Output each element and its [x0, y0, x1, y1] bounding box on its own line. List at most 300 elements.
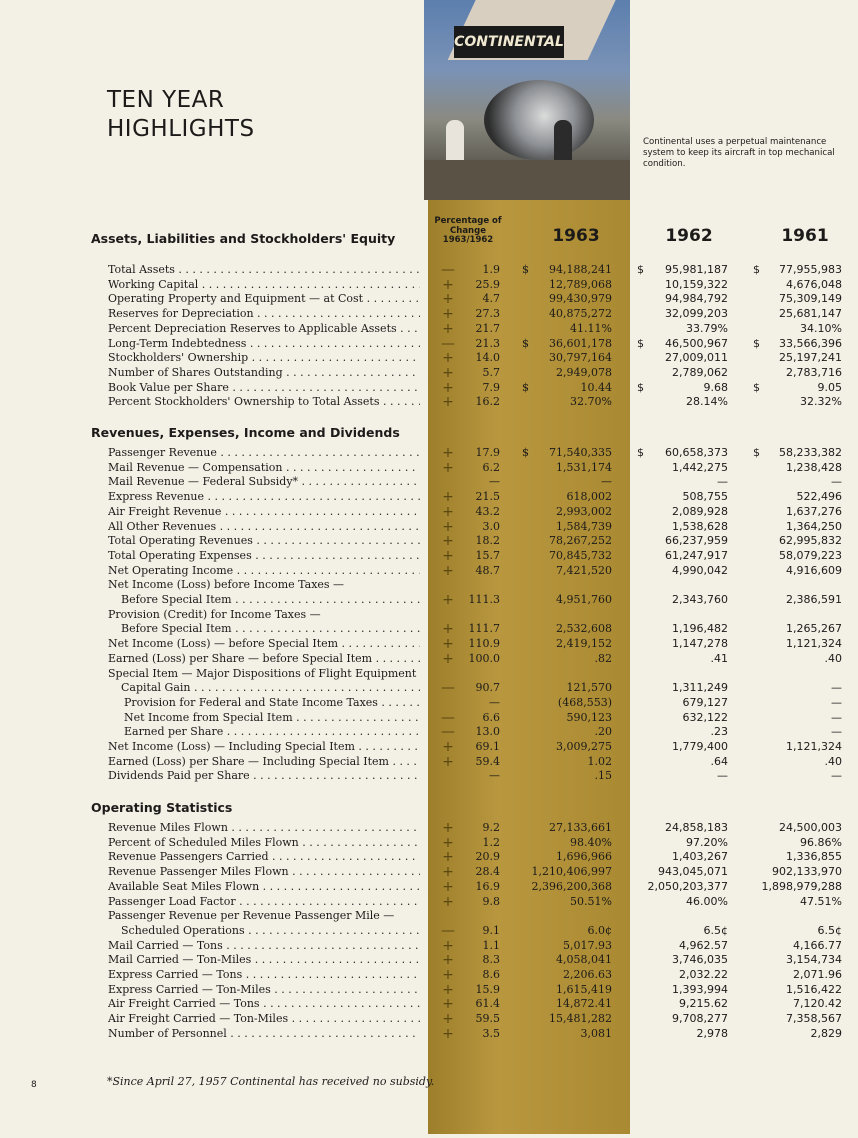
change-sign: +: [442, 533, 454, 550]
change-sign: +: [442, 1011, 454, 1028]
row-label: Working Capital . . .: [108, 278, 420, 293]
row-label: Air Freight Carried — Ton-Miles . . .: [108, 1012, 420, 1027]
value-1961: —: [831, 695, 842, 709]
table-row: [0, 983, 858, 998]
value-1962: 10,159,322: [665, 277, 728, 291]
row-label: Available Seat Miles Flown . . .: [108, 880, 420, 895]
table-row: [0, 939, 858, 954]
row-label: Earned (Loss) per Share — before Special Item . . .: [108, 652, 420, 667]
value-1962: 33.79%: [686, 321, 728, 335]
table-row: [0, 953, 858, 968]
photo-caption: Continental uses a perpetual maintenance system to keep its aircraft in top mechanical condition.: [643, 137, 835, 169]
row-label: Capital Gain . . .: [121, 681, 420, 696]
row-label: Total Operating Expenses . . .: [108, 549, 420, 564]
table-row: [0, 909, 858, 924]
row-label: Net Income (Loss) before Income Taxes —: [108, 578, 345, 592]
percent-change: 16.2: [475, 395, 500, 409]
value-1961: 47.51%: [800, 894, 842, 908]
value-1962: 2,089,928: [672, 504, 728, 518]
value-1962: 97.20%: [686, 835, 728, 849]
dollar-sign-1961: $: [753, 263, 760, 276]
change-sign: —: [441, 724, 455, 741]
change-sign: —: [441, 922, 455, 939]
row-label: Mail Revenue — Compensation . . .: [108, 461, 420, 476]
value-1963: 1,696,966: [556, 850, 612, 864]
value-1962: 60,658,373: [665, 446, 728, 459]
percent-change: 8.6: [482, 968, 500, 981]
percent-change: —: [489, 695, 500, 709]
value-1963: 2,396,200,368: [531, 879, 612, 893]
table-row: [0, 446, 858, 461]
percent-change: 15.7: [475, 548, 500, 562]
row-label: Express Carried — Tons . . .: [108, 968, 420, 983]
table-row: [0, 681, 858, 696]
percent-change: 1.9: [482, 263, 500, 276]
value-1963: 590,123: [566, 710, 612, 724]
change-sign: +: [442, 320, 454, 337]
value-1961: 1,238,428: [786, 460, 842, 474]
value-1961: 25,681,147: [779, 307, 842, 321]
change-sign: +: [442, 518, 454, 535]
table-row: [0, 1027, 858, 1042]
percent-change: 13.0: [475, 725, 500, 739]
value-1963: 3,081: [580, 1026, 612, 1040]
percent-change: 6.6: [482, 710, 500, 724]
value-1961: 58,079,223: [779, 548, 842, 562]
percent-change: 111.3: [468, 593, 500, 606]
value-1962: 24,858,183: [665, 821, 728, 834]
value-1963: 1,531,174: [556, 460, 612, 474]
percent-change: 21.5: [475, 490, 500, 504]
dollar-sign-1962: $: [637, 446, 644, 459]
change-sign: +: [442, 489, 454, 506]
percent-change: 59.4: [475, 754, 500, 768]
value-1961: 2,386,591: [786, 593, 842, 606]
jet-engine: [484, 80, 594, 160]
percent-change: 48.7: [475, 563, 500, 577]
row-label: Number of Shares Outstanding . . .: [108, 366, 420, 381]
value-1962: —: [717, 475, 728, 489]
value-1962: 9,708,277: [672, 1012, 728, 1026]
value-1962: .64: [710, 754, 728, 768]
value-1962: 46,500,967: [665, 336, 728, 350]
pct-header-line: 1963/1962: [442, 235, 494, 245]
percent-change: 5.7: [482, 365, 500, 379]
change-sign: +: [442, 739, 454, 755]
row-label: Revenue Miles Flown . . .: [108, 821, 420, 836]
aircraft-maintenance-photo: [424, 0, 630, 200]
table-row: [0, 836, 858, 851]
value-1963: 12,789,068: [549, 277, 612, 291]
percent-change: 28.4: [475, 865, 500, 879]
value-1963: .15: [594, 769, 612, 783]
aircraft-livery: CONTINENTAL: [454, 26, 564, 58]
change-sign: +: [442, 878, 454, 895]
percent-change: 43.2: [475, 504, 500, 518]
row-label: Before Special Item . . .: [121, 622, 420, 637]
value-1963: 2,419,152: [556, 637, 612, 651]
percent-change: 7.9: [482, 380, 500, 394]
value-1962: 9,215.62: [679, 997, 728, 1011]
row-label: Provision for Federal and State Income Taxes . . .: [124, 696, 420, 711]
change-sign: +: [442, 753, 454, 770]
value-1962: 6.5¢: [703, 923, 728, 937]
value-1962: 1,779,400: [672, 740, 728, 753]
page-title: [107, 86, 255, 144]
year-header-1963: 1963: [552, 226, 600, 246]
percent-change: 1.1: [482, 938, 500, 952]
dollar-sign-1962: $: [637, 336, 644, 350]
percent-change: 59.5: [475, 1012, 500, 1026]
value-1962: 4,962.57: [679, 938, 728, 952]
percent-change: 16.9: [475, 879, 500, 893]
row-label: Scheduled Operations . . .: [121, 924, 420, 939]
row-label: Percent Stockholders' Ownership to Total Assets . . .: [108, 395, 420, 410]
row-label: Net Income (Loss) — Including Special Item . . .: [108, 740, 420, 755]
table-row: [0, 725, 858, 740]
row-label: Number of Personnel . . .: [108, 1027, 420, 1042]
row-label: Mail Revenue — Federal Subsidy* . . .: [108, 475, 420, 490]
value-1962: 32,099,203: [665, 307, 728, 321]
table-row: [0, 307, 858, 322]
value-1962: 2,978: [696, 1026, 728, 1040]
value-1963: 2,206.63: [563, 968, 612, 981]
percent-change: 90.7: [475, 681, 500, 695]
table-row: [0, 322, 858, 337]
row-label: Stockholders' Ownership . . .: [108, 351, 420, 366]
value-1962: 632,122: [682, 710, 728, 724]
value-1963: (468,553): [557, 695, 612, 709]
value-1963: 1,584,739: [556, 519, 612, 533]
value-1963: .20: [594, 725, 612, 739]
value-1963: 121,570: [566, 681, 612, 695]
value-1963: 1.02: [587, 754, 612, 768]
value-1963: 94,188,241: [549, 263, 612, 276]
value-1963: 41.11%: [570, 321, 612, 335]
value-1961: 2,783,716: [786, 365, 842, 379]
value-1963: 10.44: [580, 380, 612, 394]
table-row: [0, 711, 858, 726]
row-label: Book Value per Share . . .: [108, 381, 420, 396]
value-1961: .40: [824, 651, 842, 665]
row-label: Total Assets . . .: [108, 263, 420, 278]
change-sign: +: [442, 650, 454, 667]
value-1961: —: [831, 710, 842, 724]
table-row: [0, 997, 858, 1012]
value-1961: 1,265,267: [786, 622, 842, 636]
table-row: [0, 278, 858, 293]
value-1961: 77,955,983: [779, 263, 842, 276]
value-1961: 33,566,396: [779, 336, 842, 350]
value-1962: —: [717, 769, 728, 783]
section-heading: Operating Statistics: [91, 800, 233, 815]
value-1961: 25,197,241: [779, 351, 842, 365]
value-1961: 24,500,003: [779, 821, 842, 834]
row-label: Mail Carried — Ton-Miles . . .: [108, 953, 420, 968]
value-1963: 3,009,275: [556, 740, 612, 753]
table-row: [0, 337, 858, 352]
percent-change: 9.1: [482, 923, 500, 937]
value-1961: —: [831, 769, 842, 783]
table-row: [0, 549, 858, 564]
dollar-sign-1963: $: [522, 263, 529, 276]
value-1962: 2,789,062: [672, 365, 728, 379]
value-1961: 1,121,324: [786, 740, 842, 753]
row-label: Passenger Revenue per Revenue Passenger Mile —: [108, 909, 395, 923]
value-1963: 70,845,732: [549, 548, 612, 562]
table-row: [0, 490, 858, 505]
table-row: [0, 821, 858, 836]
percent-change: 111.7: [468, 622, 500, 636]
table-row: [0, 578, 858, 593]
dollar-sign-1962: $: [637, 380, 644, 394]
percent-change: —: [489, 769, 500, 783]
dollar-sign-1962: $: [637, 263, 644, 276]
value-1961: 7,358,567: [786, 1012, 842, 1026]
change-sign: +: [442, 967, 454, 983]
value-1962: 46.00%: [686, 894, 728, 908]
dollar-sign-1963: $: [522, 446, 529, 459]
table-row: [0, 564, 858, 579]
pct-header-line: Change: [450, 225, 486, 236]
section-heading: Revenues, Expenses, Income and Dividends: [91, 425, 400, 440]
value-1963: 32.70%: [570, 395, 612, 409]
change-sign: +: [442, 562, 454, 579]
change-sign: +: [442, 621, 454, 638]
year-header-1961: 1961: [781, 226, 829, 246]
change-sign: +: [442, 350, 454, 367]
change-sign: +: [442, 592, 454, 608]
table-row: [0, 395, 858, 410]
row-label: Mail Carried — Tons . . .: [108, 939, 420, 954]
percent-change: 6.2: [482, 460, 500, 474]
percent-change: 21.7: [475, 321, 500, 335]
percent-change: 17.9: [475, 446, 500, 459]
row-label: Before Special Item . . .: [121, 593, 420, 608]
percent-change: 27.3: [475, 307, 500, 321]
change-sign: +: [442, 291, 454, 308]
row-label: Air Freight Carried — Tons . . .: [108, 997, 420, 1012]
value-1962: 2,050,203,377: [647, 879, 728, 893]
percent-change: 21.3: [475, 336, 500, 350]
percent-change: 3.5: [482, 1026, 500, 1040]
change-sign: +: [442, 996, 454, 1013]
value-1962: 2,032.22: [679, 968, 728, 981]
table-row: [0, 667, 858, 682]
change-sign: +: [442, 503, 454, 520]
change-sign: +: [442, 893, 454, 910]
value-1961: 522,496: [796, 490, 842, 504]
footnote: *Since April 27, 1957 Continental has received no subsidy.: [107, 1075, 435, 1088]
value-1962: 943,045,071: [658, 865, 728, 879]
value-1963: 15,481,282: [549, 1012, 612, 1026]
value-1963: 6.0¢: [587, 923, 612, 937]
row-label: Net Income from Special Item . . .: [124, 711, 420, 726]
row-label: Passenger Load Factor . . .: [108, 895, 420, 910]
table-row: [0, 263, 858, 278]
value-1963: .82: [594, 651, 612, 665]
value-1961: 6.5¢: [817, 923, 842, 937]
value-1963: 1,210,406,997: [531, 865, 612, 879]
value-1961: 1,516,422: [786, 982, 842, 996]
value-1963: 7,421,520: [556, 563, 612, 577]
percent-change: 20.9: [475, 850, 500, 864]
dollar-sign-1963: $: [522, 336, 529, 350]
percent-change: 69.1: [475, 740, 500, 753]
value-1963: 5,017.93: [563, 938, 612, 952]
change-sign: —: [441, 262, 455, 278]
table-row: [0, 850, 858, 865]
value-1963: 2,949,078: [556, 365, 612, 379]
change-sign: +: [442, 306, 454, 323]
value-1963: 618,002: [566, 490, 612, 504]
page-number: 8: [31, 1080, 37, 1090]
change-sign: +: [442, 364, 454, 381]
value-1962: 508,755: [682, 490, 728, 504]
change-sign: —: [441, 335, 455, 352]
value-1963: 99,430,979: [549, 292, 612, 306]
row-label: Provision (Credit) for Income Taxes —: [108, 607, 321, 621]
change-sign: +: [442, 547, 454, 564]
table-row: [0, 865, 858, 880]
change-sign: +: [442, 459, 454, 476]
change-sign: +: [442, 981, 454, 998]
value-1962: 3,746,035: [672, 953, 728, 967]
table-row: [0, 505, 858, 520]
row-label: Operating Property and Equipment — at Cost . . .: [108, 292, 420, 307]
value-1961: 62,995,832: [779, 534, 842, 548]
change-sign: —: [441, 709, 455, 726]
row-label: Revenue Passenger Miles Flown . . .: [108, 865, 420, 880]
percent-change: 4.7: [482, 292, 500, 306]
tarmac: [424, 160, 630, 200]
value-1961: 75,309,149: [779, 292, 842, 306]
value-1962: 28.14%: [686, 395, 728, 409]
value-1963: 36,601,178: [549, 336, 612, 350]
year-header-1962: 1962: [665, 226, 713, 246]
value-1961: 4,916,609: [786, 563, 842, 577]
value-1963: 4,951,760: [556, 593, 612, 606]
value-1962: 679,127: [682, 695, 728, 709]
percent-change: 8.3: [482, 953, 500, 967]
percent-change: 110.9: [468, 637, 500, 651]
value-1962: 2,343,760: [672, 593, 728, 606]
percent-change: 3.0: [482, 519, 500, 533]
value-1962: 9.68: [703, 380, 728, 394]
value-1962: 95,981,187: [665, 263, 728, 276]
value-1962: .23: [710, 725, 728, 739]
table-row: [0, 880, 858, 895]
value-1961: 3,154,734: [786, 953, 842, 967]
value-1962: 1,442,275: [672, 460, 728, 474]
value-1962: 1,311,249: [672, 681, 728, 695]
table-row: [0, 924, 858, 939]
table-row: [0, 608, 858, 623]
table-row: [0, 292, 858, 307]
value-1963: 2,532,608: [556, 622, 612, 636]
title-line: TEN YEAR: [107, 87, 225, 113]
dollar-sign-1963: $: [522, 380, 529, 394]
value-1961: 1,898,979,288: [761, 879, 842, 893]
value-1962: 1,147,278: [672, 637, 728, 651]
percent-change: 61.4: [475, 997, 500, 1011]
value-1962: .41: [710, 651, 728, 665]
value-1961: 96.86%: [800, 835, 842, 849]
pct-header-line: Percentage of: [434, 216, 502, 226]
percent-change: 15.9: [475, 982, 500, 996]
value-1961: 34.10%: [800, 321, 842, 335]
value-1963: 71,540,335: [549, 446, 612, 459]
row-label: Dividends Paid per Share . . .: [108, 769, 420, 784]
dollar-sign-1961: $: [753, 446, 760, 459]
table-row: [0, 475, 858, 490]
value-1963: 27,133,661: [549, 821, 612, 834]
value-1961: 32.32%: [800, 395, 842, 409]
change-sign: +: [442, 864, 454, 881]
row-label: Passenger Revenue . . .: [108, 446, 420, 461]
table-row: [0, 622, 858, 637]
row-label: Net Income (Loss) — before Special Item . . .: [108, 637, 420, 652]
change-sign: +: [442, 952, 454, 969]
table-row: [0, 351, 858, 366]
change-sign: —: [441, 680, 455, 697]
change-sign: +: [442, 379, 454, 396]
row-label: Percent Depreciation Reserves to Applicable Assets . . .: [108, 322, 420, 337]
table-row: [0, 740, 858, 755]
value-1962: 94,984,792: [665, 292, 728, 306]
dollar-sign-1961: $: [753, 336, 760, 350]
value-1961: 4,676,048: [786, 277, 842, 291]
value-1962: 1,196,482: [672, 622, 728, 636]
percent-change: 25.9: [475, 277, 500, 291]
dollar-sign-1961: $: [753, 380, 760, 394]
table-row: [0, 895, 858, 910]
value-1961: 902,133,970: [772, 865, 842, 879]
value-1962: 1,393,994: [672, 982, 728, 996]
value-1961: 9.05: [817, 380, 842, 394]
table-row: [0, 968, 858, 983]
value-1963: 98.40%: [570, 835, 612, 849]
value-1961: —: [831, 681, 842, 695]
table-row: [0, 461, 858, 476]
table-row: [0, 593, 858, 608]
value-1961: 4,166.77: [793, 938, 842, 952]
percent-change-header: [428, 217, 508, 246]
value-1961: 58,233,382: [779, 446, 842, 459]
table-row: [0, 696, 858, 711]
value-1962: 66,237,959: [665, 534, 728, 548]
table-row: [0, 534, 858, 549]
value-1961: 1,637,276: [786, 504, 842, 518]
change-sign: +: [442, 820, 454, 836]
value-1961: 1,364,250: [786, 519, 842, 533]
row-label: Long-Term Indebtedness . . .: [108, 337, 420, 352]
row-label: Earned per Share . . .: [124, 725, 420, 740]
row-label: Total Operating Revenues . . .: [108, 534, 420, 549]
row-label: Express Carried — Ton-Miles . . .: [108, 983, 420, 998]
change-sign: +: [442, 937, 454, 954]
table-row: [0, 769, 858, 784]
value-1963: 30,797,164: [549, 351, 612, 365]
change-sign: +: [442, 1025, 454, 1042]
value-1961: —: [831, 725, 842, 739]
value-1962: 27,009,011: [665, 351, 728, 365]
change-sign: +: [442, 849, 454, 866]
percent-change: 9.2: [482, 821, 500, 834]
row-label: Special Item — Major Dispositions of Flight Equipment: [108, 666, 417, 680]
value-1962: 1,403,267: [672, 850, 728, 864]
section-heading: Assets, Liabilities and Stockholders' Equity: [91, 231, 396, 246]
